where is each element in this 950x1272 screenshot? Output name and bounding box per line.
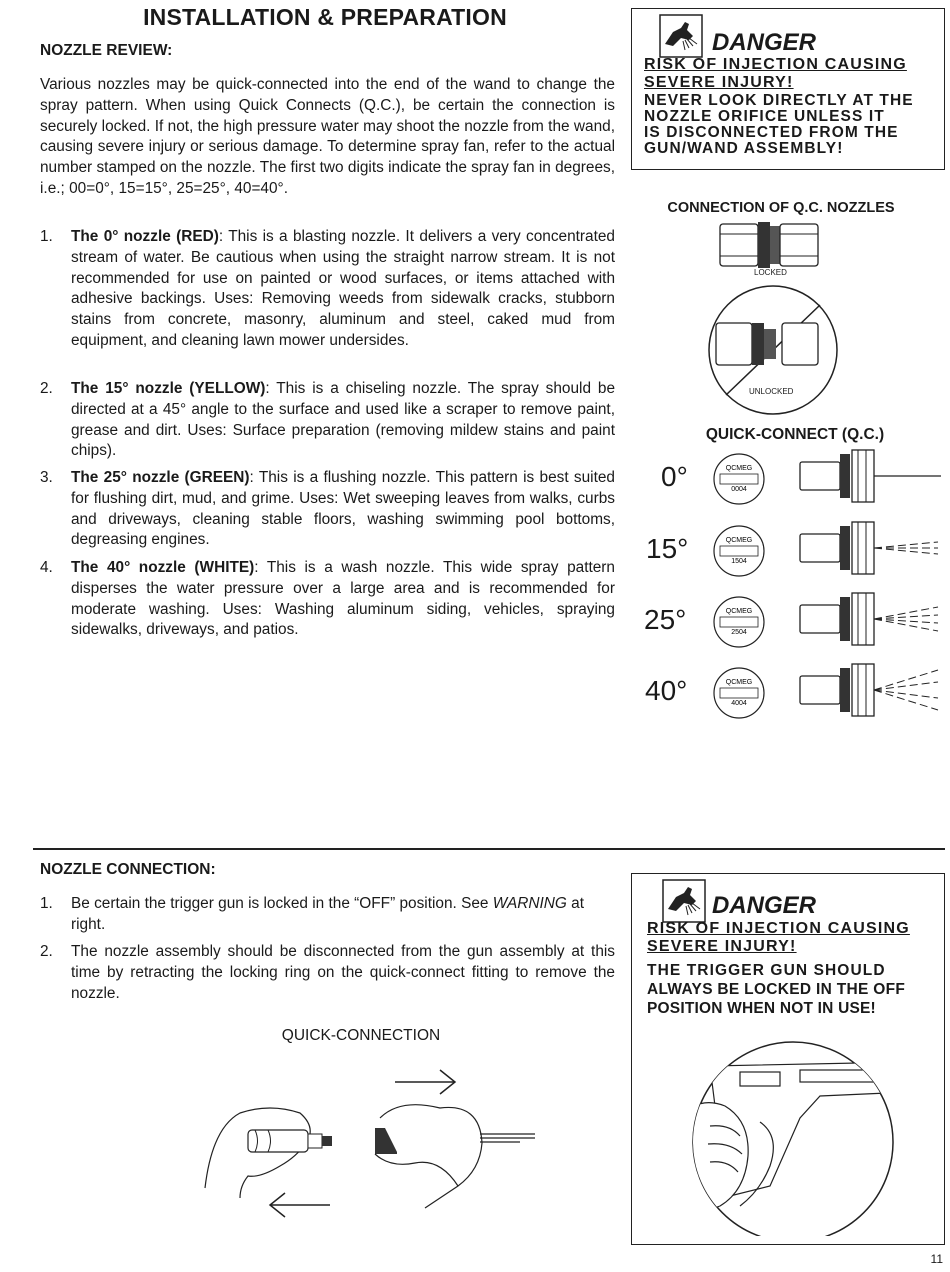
degree-label: 15°	[646, 533, 689, 564]
danger-risk-line1: RISK OF INJECTION CAUSING	[644, 56, 907, 73]
danger-risk-line1: RISK OF INJECTION CAUSING	[647, 920, 910, 937]
danger-risk-line2: SEVERE INJURY!	[647, 938, 797, 955]
nozzle-item-40: 4. The 40° nozzle (WHITE): This is a wash nozzle. This wide spray pattern disperses the water pressure over a large area and is recommended for moderate washing. Uses: Washing aluminum siding, vehicles, spraying sidewalks, driveways, and patios.	[40, 559, 615, 639]
connection-step-1: 1. Be certain the trigger gun is locked in the “OFF” position. See WARNING at right.	[40, 895, 584, 933]
stamp-top: QCMEG	[725, 465, 753, 472]
stamp-code: 4004	[731, 700, 747, 707]
connection-step-2: 2. The nozzle assembly should be disconnected from the gun assembly at this time by retracting the locking ring on the quick-connect fitting to remove the nozzle.	[40, 943, 615, 1002]
danger-box-bottom	[631, 873, 945, 1245]
stamp-code: 1504	[731, 558, 747, 565]
danger-body-line: IS DISCONNECTED FROM THE	[644, 124, 899, 141]
nozzle-spray-0	[798, 448, 943, 504]
danger-body-line: POSITION WHEN NOT IN USE!	[647, 1000, 876, 1017]
nozzle-item-15: 2. The 15° nozzle (YELLOW): This is a chiseling nozzle. The spray should be directed at a 45° angle to the surface and used like a scraper to remove paint, grease and dirt. Uses: Surface preparation (removing mildew stains and paint chips).	[40, 380, 615, 460]
stamp-code: 0004	[731, 486, 747, 493]
danger-body-line: NEVER LOOK DIRECTLY AT THE	[644, 92, 914, 109]
danger-body-line: NOZZLE ORIFICE UNLESS IT	[644, 108, 885, 125]
danger-title: DANGER	[712, 892, 817, 919]
danger-risk-line2: SEVERE INJURY!	[644, 74, 794, 91]
degree-label: 25°	[644, 604, 687, 635]
stamp-code: 2504	[731, 629, 747, 636]
degree-label: 40°	[645, 675, 688, 706]
nozzle-spray-25	[798, 591, 943, 647]
injection-hazard-icon	[662, 879, 706, 923]
nozzle-stamp-25	[712, 595, 766, 649]
quick-connection-illustration	[200, 1058, 545, 1228]
stamp-top: QCMEG	[725, 608, 753, 615]
nozzle-item-0: 1. The 0° nozzle (RED): This is a blasting nozzle. It delivers a very concentrated stream of water. Be cautious when using the straight narrow stream. It is not recommended for use on painted or wood surfaces, or items attached with adhesive backings. Uses: Removing weeds from sidewalk cracks, stubborn stains from concrete, masonry, aluminum and steel, caked mud from equipment, and cleaning lawn mower undersides.	[40, 228, 615, 349]
nozzle-stamp-0	[712, 452, 766, 506]
injection-hazard-icon	[659, 14, 703, 58]
qc-connection-title: CONNECTION OF Q.C. NOZZLES	[667, 200, 895, 216]
nozzle-stamp-15	[712, 524, 766, 578]
nozzle-review-intro: Various nozzles may be quick-connected into the end of the wand to change the spray pattern. When using Quick Connects (Q.C.), be certain the connection is securely locked. If not, the high pressure water may shoot the nozzle from the wand, causing severe injury or serious damage. To determine spray fan, refer to the actual number stamped on the nozzle. The first two digits indicate the spray fan in degrees, i.e.; 00=0°, 15=15°, 25=25°, 40=40°.	[40, 76, 615, 197]
danger-body-line: GUN/WAND ASSEMBLY!	[644, 140, 844, 157]
page-title: INSTALLATION & PREPARATION	[143, 4, 507, 30]
nozzle-review-heading: NOZZLE REVIEW:	[40, 42, 173, 59]
nozzle-item-25: 3. The 25° nozzle (GREEN): This is a flushing nozzle. This pattern is best suited for flushing dirt, mud, and grime. Uses: Wet sweeping leaves from walks, curbs and driveways, cleaning stable floors, washing swimming pool bottoms, degreasing engines.	[40, 469, 615, 549]
danger-body-line: THE TRIGGER GUN SHOULD	[647, 962, 886, 979]
locked-label: LOCKED	[754, 268, 787, 277]
trigger-gun-illustration	[670, 1026, 916, 1236]
danger-box-top	[631, 8, 945, 170]
nozzle-stamp-40	[712, 666, 766, 720]
degree-label: 0°	[661, 461, 688, 492]
stamp-top: QCMEG	[725, 679, 753, 686]
quick-connection-caption: QUICK-CONNECTION	[281, 1027, 441, 1044]
quick-connect-title: QUICK-CONNECT (Q.C.)	[705, 426, 885, 443]
section-divider	[33, 848, 945, 850]
nozzle-spray-15	[798, 520, 943, 576]
nozzle-spray-40	[798, 662, 943, 718]
unlocked-label: UNLOCKED	[749, 387, 794, 396]
danger-body-line: ALWAYS BE LOCKED IN THE OFF	[647, 981, 906, 998]
qc-unlocked-illustration	[706, 283, 840, 417]
page-number: 11	[930, 1252, 943, 1266]
stamp-top: QCMEG	[725, 537, 753, 544]
nozzle-connection-heading: NOZZLE CONNECTION:	[40, 861, 216, 878]
danger-title: DANGER	[712, 29, 817, 56]
